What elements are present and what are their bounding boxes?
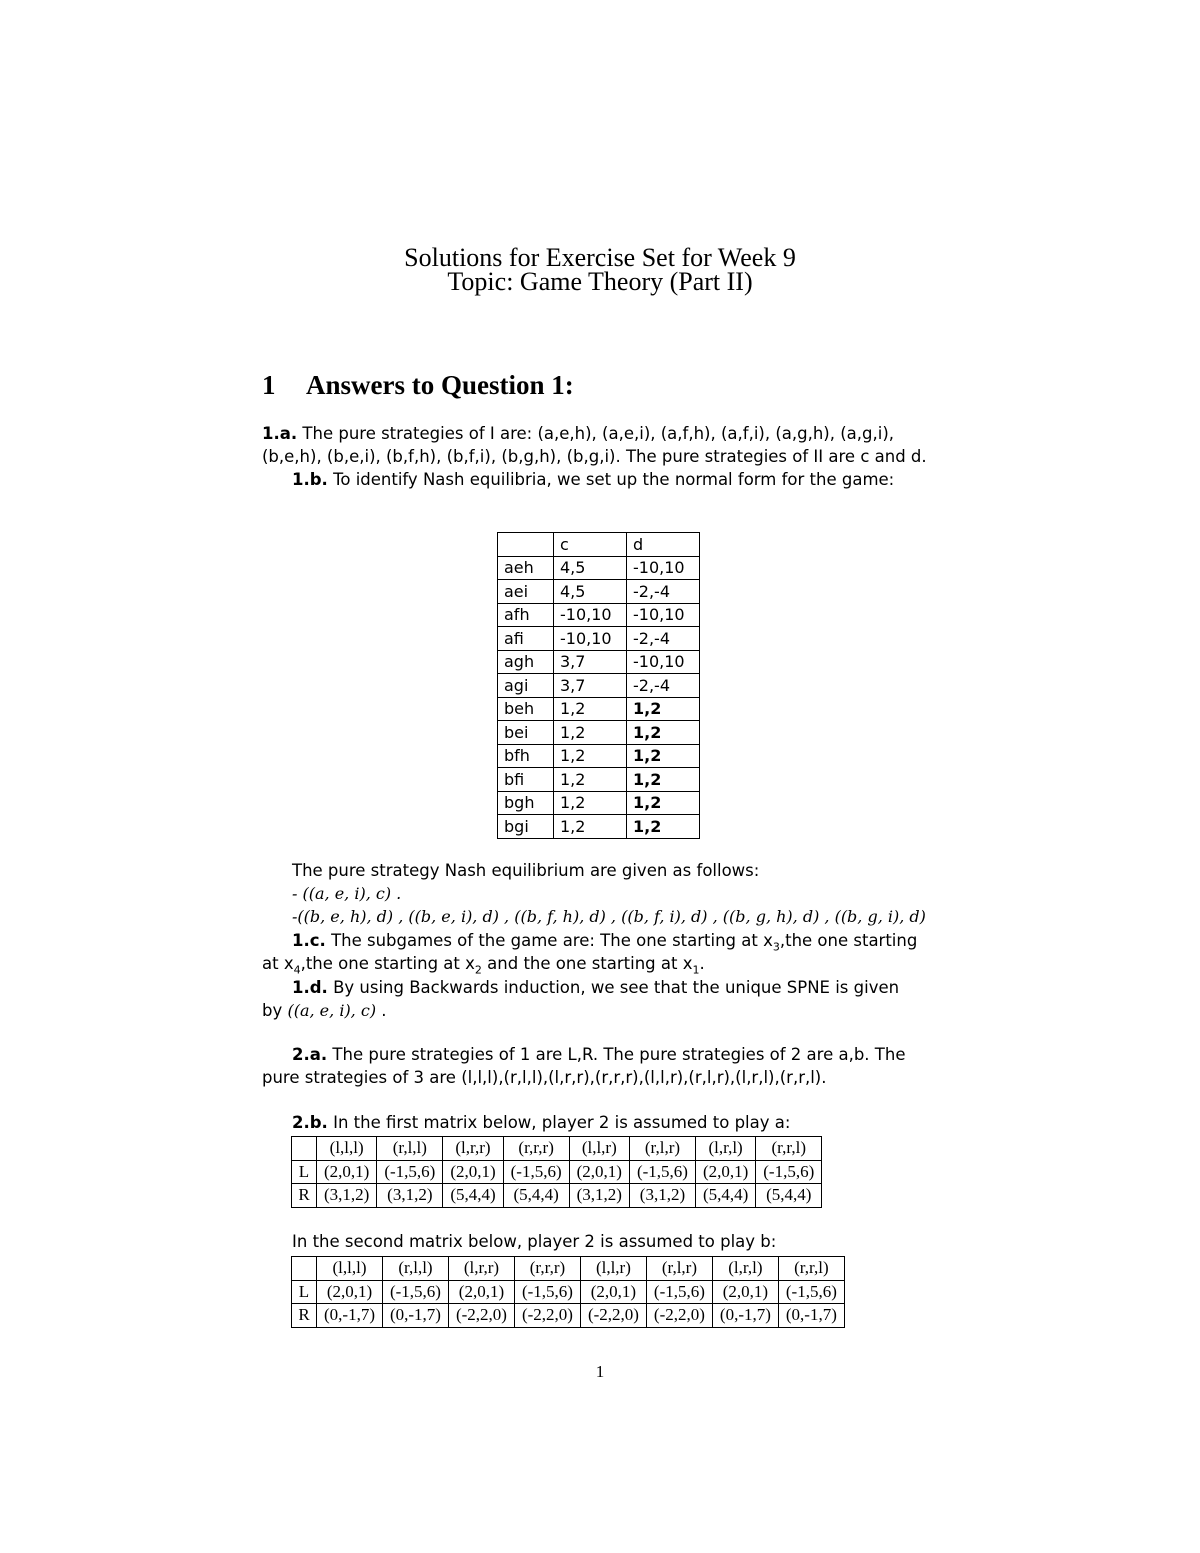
normal-form-cell: 1,2 [554, 791, 627, 815]
matrix-b-header-cell: (l,l,r) [580, 1257, 646, 1281]
sub-x2: 2 [474, 963, 482, 977]
matrix-b-cell: (0,-1,7) [778, 1304, 844, 1328]
para-2a-line1 [292, 1043, 972, 1066]
matrix-a-header-cell: (r,l,l) [377, 1137, 443, 1161]
normal-form-cell: 1,2 [627, 791, 700, 815]
matrix-a-header-cell: (l,r,r) [443, 1137, 503, 1161]
normal-form-cell: 1,2 [627, 744, 700, 768]
matrix-a-header-cell: (r,r,r) [503, 1137, 569, 1161]
matrix-a-cell: (2,0,1) [695, 1160, 755, 1184]
normal-form-row [498, 721, 700, 745]
normal-form-cell: bfh [498, 744, 554, 768]
matrix-b-cell: R [292, 1304, 317, 1328]
para-1a-line2: (b,e,h), (b,e,i), (b,f,h), (b,f,i), (b,g,h), (b,g,i). The pure strategies of II are c and d. [262, 447, 927, 466]
normal-form-cell: 1,2 [627, 697, 700, 721]
section-number: 1 [262, 370, 276, 400]
normal-form-cell: -10,10 [627, 603, 700, 627]
normal-form-cell: agi [498, 674, 554, 698]
label-1c: 1.c. [292, 931, 326, 950]
text-2b: In the first matrix below, player 2 is assumed to play a: [333, 1113, 791, 1132]
label-1d: 1.d. [292, 978, 328, 997]
normal-form-cell: bfi [498, 768, 554, 792]
normal-form-cell: aei [498, 580, 554, 604]
normal-form-cell: 1,2 [554, 815, 627, 839]
matrix-a-cell: (2,0,1) [569, 1160, 629, 1184]
matrix-a-cell: (5,4,4) [695, 1184, 755, 1208]
normal-form-cell: 1,2 [554, 744, 627, 768]
text-1d: By using Backwards induction, we see that the unique SPNE is given [333, 978, 900, 997]
normal-form-cell: bgh [498, 791, 554, 815]
matrix-a-header-cell: (l,l,l) [317, 1137, 377, 1161]
normal-form-cell: 1,2 [627, 768, 700, 792]
matrix-a-row [292, 1160, 822, 1184]
matrix-b-cell: (-2,2,0) [646, 1304, 712, 1328]
normal-form-row [498, 556, 700, 580]
normal-form-row [498, 815, 700, 839]
matrix-b-header-cell: (r,r,l) [778, 1257, 844, 1281]
matrix-b-cell: (-1,5,6) [382, 1280, 448, 1304]
normal-form-row [498, 744, 700, 768]
normal-form-cell: 4,5 [554, 556, 627, 580]
matrix-a-cell: (3,1,2) [629, 1184, 695, 1208]
matrix-a-row [292, 1184, 822, 1208]
normal-form-cell: afh [498, 603, 554, 627]
normal-form-cell: 1,2 [627, 721, 700, 745]
normal-form-cell: 1,2 [554, 721, 627, 745]
para-1d-line2 [262, 999, 942, 1022]
doc-title: Solutions for Exercise Set for Week 9 [404, 243, 796, 272]
matrix-a-header-cell [292, 1137, 317, 1161]
matrix-b-cell: (-2,2,0) [580, 1304, 646, 1328]
matrix-a-cell: (5,4,4) [443, 1184, 503, 1208]
normal-form-cell: 1,2 [627, 815, 700, 839]
normal-form-cell: agh [498, 650, 554, 674]
matrix-b-header-cell: (r,l,l) [382, 1257, 448, 1281]
text-1b: To identify Nash equilibria, we set up the normal form for the game: [333, 470, 895, 489]
matrix-a-cell: (-1,5,6) [756, 1160, 822, 1184]
matrix-a-cell: (5,4,4) [756, 1184, 822, 1208]
matrix-b-cell: (-2,2,0) [514, 1304, 580, 1328]
text-1a-line1: The pure strategies of I are: (a,e,h), (a,e,i), (a,f,h), (a,f,i), (a,g,h), (a,g,i), [302, 424, 895, 443]
normal-form-row [498, 580, 700, 604]
text-1c-c: at x [262, 954, 294, 973]
label-1a: 1.a. [262, 424, 298, 443]
matrix-a-cell: (2,0,1) [317, 1160, 377, 1184]
matrix-a-cell: (3,1,2) [317, 1184, 377, 1208]
normal-form-cell: 3,7 [554, 650, 627, 674]
normal-form-row [498, 603, 700, 627]
normal-form-cell: 3,7 [554, 674, 627, 698]
sub-x4: 4 [293, 963, 301, 977]
normal-form-cell: beh [498, 697, 554, 721]
normal-form-header-cell [498, 533, 554, 557]
matrix-b-header-cell: (l,r,r) [448, 1257, 514, 1281]
normal-form-cell: aeh [498, 556, 554, 580]
matrix-a-cell: (-1,5,6) [503, 1160, 569, 1184]
matrix-a-cell: (5,4,4) [503, 1184, 569, 1208]
second-matrix-intro: In the second matrix below, player 2 is assumed to play b: [292, 1232, 777, 1251]
matrix-b-cell: (2,0,1) [448, 1280, 514, 1304]
matrix-b-header-cell: (l,l,l) [317, 1257, 383, 1281]
normal-form-cell: -10,10 [627, 650, 700, 674]
text-2a-line1: The pure strategies of 1 are L,R. The pure strategies of 2 are a,b. The [332, 1045, 906, 1064]
spne-math: ((a, e, i), c) [287, 1001, 377, 1020]
matrix-b-cell: (2,0,1) [317, 1280, 383, 1304]
label-1b: 1.b. [292, 470, 328, 489]
matrix-a-cell: R [292, 1184, 317, 1208]
matrix-b-header-cell: (l,r,l) [712, 1257, 778, 1281]
normal-form-cell: bgi [498, 815, 554, 839]
text-1c-d: ,the one starting at x [300, 954, 475, 973]
matrix-b-cell: (0,-1,7) [712, 1304, 778, 1328]
matrix-b-cell: (0,-1,7) [317, 1304, 383, 1328]
normal-form-row [498, 627, 700, 651]
matrix-b-header-row [292, 1257, 845, 1281]
section-title: Answers to Question 1: [306, 370, 574, 400]
matrix-player2-b [291, 1256, 845, 1328]
para-1b [292, 468, 972, 491]
matrix-b-header-cell [292, 1257, 317, 1281]
label-2a: 2.a. [292, 1045, 328, 1064]
normal-form-cell: bei [498, 721, 554, 745]
normal-form-header-cell: c [554, 533, 627, 557]
sub-x1: 1 [692, 963, 700, 977]
matrix-a-header-cell: (l,r,l) [695, 1137, 755, 1161]
matrix-a-header-row [292, 1137, 822, 1161]
text-1c-b: ,the one starting [779, 931, 918, 950]
matrix-player2-a [291, 1136, 822, 1208]
normal-form-cell: 1,2 [554, 697, 627, 721]
normal-form-cell: 1,2 [554, 768, 627, 792]
normal-form-row [498, 650, 700, 674]
matrix-b-row [292, 1304, 845, 1328]
text-1d-by: by [262, 1001, 288, 1020]
matrix-b-header-cell: (r,l,r) [646, 1257, 712, 1281]
text-1c-f: . [699, 954, 705, 973]
matrix-b-cell: (0,-1,7) [382, 1304, 448, 1328]
normal-form-cell: -2,-4 [627, 674, 700, 698]
matrix-b-header-cell: (r,r,r) [514, 1257, 580, 1281]
normal-form-cell: -2,-4 [627, 627, 700, 651]
matrix-a-cell: (-1,5,6) [629, 1160, 695, 1184]
normal-form-cell: -2,-4 [627, 580, 700, 604]
text-1c-a: The subgames of the game are: The one starting at x [331, 931, 773, 950]
matrix-b-cell: L [292, 1280, 317, 1304]
matrix-a-cell: (-1,5,6) [377, 1160, 443, 1184]
para-1a-line1 [262, 422, 942, 445]
matrix-b-row [292, 1280, 845, 1304]
normal-form-row [498, 674, 700, 698]
normal-form-header-cell: d [627, 533, 700, 557]
text-1d-end: . [376, 1001, 387, 1020]
matrix-a-cell: (3,1,2) [377, 1184, 443, 1208]
normal-form-cell: -10,10 [554, 627, 627, 651]
normal-form-cell: 4,5 [554, 580, 627, 604]
normal-form-table [497, 532, 700, 839]
doc-subtitle: Topic: Game Theory (Part II) [447, 267, 753, 296]
normal-form-cell: -10,10 [627, 556, 700, 580]
normal-form-row [498, 697, 700, 721]
para-2a-line2: pure strategies of 3 are (l,l,l),(r,l,l),(l,r,r),(r,r,r),(l,l,r),(r,l,r),(l,r,l),(r,r,l). [262, 1068, 827, 1087]
matrix-a-cell: (3,1,2) [569, 1184, 629, 1208]
section-heading [262, 370, 574, 401]
normal-form-row [498, 768, 700, 792]
nash-eq2: -((b, e, h), d) , ((b, e, i), d) , ((b, f, h), d) , ((b, f, i), d) , ((b, g, h), d) , ((b, g, i), d) [292, 907, 926, 926]
matrix-a-header-cell: (r,l,r) [629, 1137, 695, 1161]
matrix-a-header-cell: (l,l,r) [569, 1137, 629, 1161]
normal-form-header-row [498, 533, 700, 557]
para-1d-line1 [292, 976, 972, 999]
normal-form-cell: afi [498, 627, 554, 651]
normal-form-row [498, 791, 700, 815]
para-2b [292, 1111, 972, 1134]
matrix-b-cell: (2,0,1) [712, 1280, 778, 1304]
matrix-b-cell: (2,0,1) [580, 1280, 646, 1304]
matrix-a-cell: L [292, 1160, 317, 1184]
nash-eq1: - ((a, e, i), c) . [292, 884, 402, 903]
label-2b: 2.b. [292, 1113, 328, 1132]
matrix-b-cell: (-2,2,0) [448, 1304, 514, 1328]
matrix-a-header-cell: (r,r,l) [756, 1137, 822, 1161]
page-number: 1 [595, 1362, 605, 1381]
matrix-b-cell: (-1,5,6) [778, 1280, 844, 1304]
normal-form-cell: -10,10 [554, 603, 627, 627]
sub-x3: 3 [772, 940, 780, 954]
matrix-b-cell: (-1,5,6) [514, 1280, 580, 1304]
nash-intro: The pure strategy Nash equilibrium are given as follows: [292, 861, 760, 880]
matrix-b-cell: (-1,5,6) [646, 1280, 712, 1304]
matrix-a-cell: (2,0,1) [443, 1160, 503, 1184]
text-1c-e: and the one starting at x [481, 954, 693, 973]
